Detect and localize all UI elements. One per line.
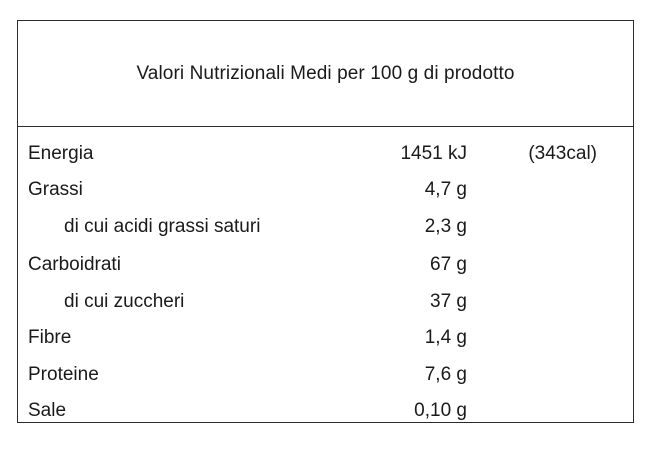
row-carboidrati [18, 246, 633, 282]
nutrient-name: Proteine [28, 364, 99, 385]
nutrition-table [17, 20, 634, 423]
nutrient-value: 1,4 g [424, 327, 467, 348]
table-title: Valori Nutrizionali Medi per 100 g di prodotto [136, 63, 515, 84]
nutrient-name: Grassi [28, 179, 83, 200]
row-grassi-saturi [18, 208, 633, 244]
nutrient-calories: (343cal) [528, 143, 597, 164]
nutrient-value: 7,6 g [424, 364, 467, 385]
nutrient-value: 1451 kJ [400, 143, 467, 164]
nutrient-value: 37 g [430, 291, 467, 312]
nutrient-name: Energia [28, 143, 94, 164]
nutrient-value: 0,10 g [414, 400, 467, 421]
row-proteine [18, 356, 633, 392]
nutrient-value: 2,3 g [424, 216, 467, 237]
table-header [18, 21, 633, 127]
nutrient-name: di cui zuccheri [64, 291, 185, 312]
row-sale [18, 392, 633, 428]
row-zuccheri [18, 283, 633, 319]
row-fibre [18, 319, 633, 355]
nutrient-name: Sale [28, 400, 67, 421]
row-grassi [18, 171, 633, 207]
nutrient-value: 67 g [430, 254, 467, 275]
nutrient-value: 4,7 g [424, 179, 467, 200]
row-energia [18, 135, 633, 171]
nutrient-name: di cui acidi grassi saturi [64, 216, 261, 237]
nutrient-name: Fibre [28, 327, 72, 348]
nutrient-name: Carboidrati [28, 254, 121, 275]
